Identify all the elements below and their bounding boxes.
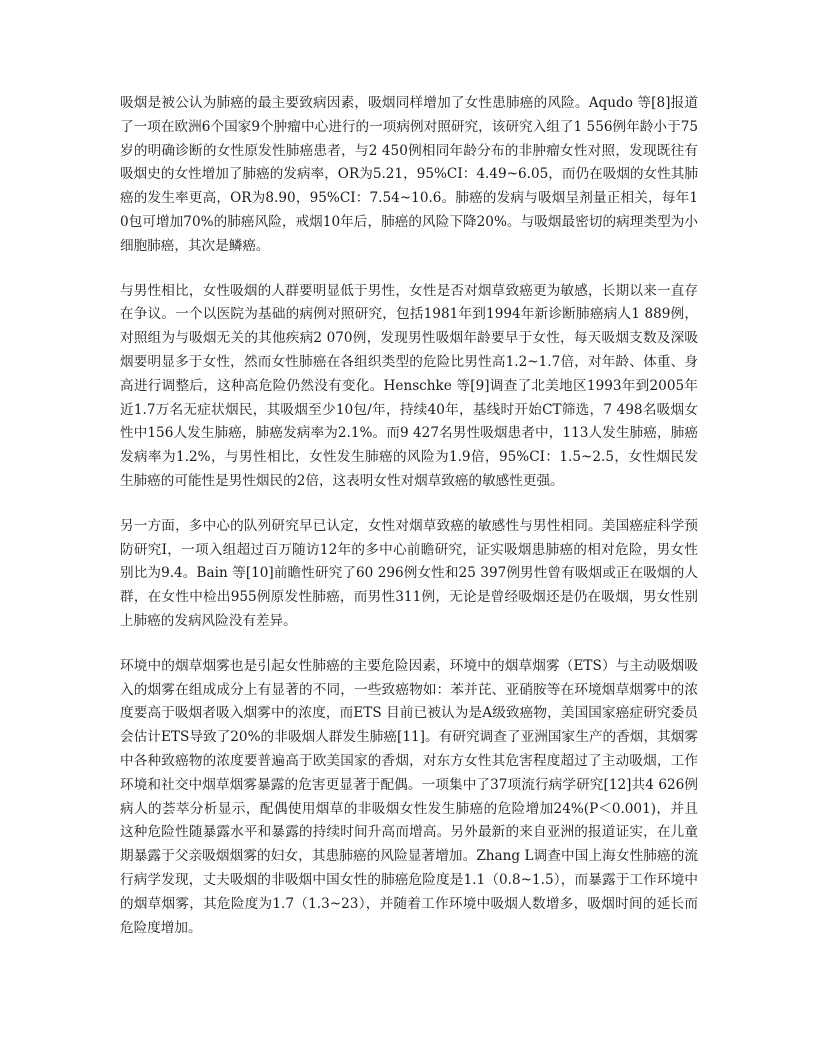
article-body: [120, 92, 698, 961]
paragraph-gender-comparison: 与男性相比，女性吸烟的人群要明显低于男性，女性是否对烟草致癌更为敏感，长期以来一直存在争议。一个以医院为基础的病例对照研究，包括1981年到1994年新诊断肺癌病人1 889例，对照组为与吸烟无关的其他疾病2 070例，发现男性吸烟年龄要早于女性，每天吸烟支数及深吸烟要明显多于女性，然而女性肺癌在各组织类型的危险比男性高1.2~1.7倍，对年龄、体重、身高进行调整后，这种高危险仍然没有变化。Henschke 等[9]调查了北美地区1993年到2005年近1.7万名无症状烟民，其吸烟至少10包/年，持续40年，基线时开始CT筛选，7 498名吸烟女性中156人发生肺癌，肺癌发病率为2.1%。而9 427名男性吸烟患者中，113人发生肺癌，肺癌发病率为1.2%，与男性相比，女性发生肺癌的风险为1.9倍，95%CI：1.5~2.5，女性烟民发生肺癌的可能性是男性烟民的2倍，这表明女性对烟草致癌的敏感性更强。: [120, 282, 698, 489]
paragraph-environmental-smoke: 环境中的烟草烟雾也是引起女性肺癌的主要危险因素，环境中的烟草烟雾（ETS）与主动吸烟吸入的烟雾在组成成分上有显著的不同，一些致癌物如：苯并芘、亚硝胺等在环境烟草烟雾中的浓度要高于吸烟者吸入烟雾中的浓度，而ETS 目前已被认为是A级致癌物，美国国家癌症研究委员会估计ETS导致了20%的非吸烟人群发生肺癌[11]。有研究调查了亚洲国家生产的香烟，其烟雾中各种致癌物的浓度要普遍高于欧美国家的香烟，对东方女性其危害程度超过了主动吸烟，工作环境和社交中烟草烟雾暴露的危害更显著于配偶。一项集中了37项流行病学研究[12]共4 626例病人的荟萃分析显示，配偶使用烟草的非吸烟女性发生肺癌的危险增加24%(P＜0.001)，并且这种危险性随暴露水平和暴露的持续时间升高而增高。另外最新的来自亚洲的报道证实，在儿童期暴露于父亲吸烟烟雾的妇女，其患肺癌的风险显著增加。Zhang L调查中国上海女性肺癌的流行病学发现，丈夫吸烟的非吸烟中国女性的肺癌危险度是1.1（0.8~1.5），而暴露于工作环境中的烟草烟雾，其危险度为1.7（1.3~23），并随着工作环境中吸烟人数增多，吸烟时间的延长而危险度增加。: [120, 657, 698, 936]
paragraph-cohort-studies: 另一方面，多中心的队列研究早已认定，女性对烟草致癌的敏感性与男性相同。美国癌症科学预防研究Ⅰ，一项入组超过百万随访12年的多中心前瞻研究，证实吸烟患肺癌的相对危险，男女性别比为9.4。Bain 等[10]前瞻性研究了60 296例女性和25 397例男性曾有吸烟或正在吸烟的人群，在女性中检出955例原发性肺癌，而男性311例，无论是曾经吸烟还是仍在吸烟，男女性别上肺癌的发病风险没有差异。: [120, 517, 698, 629]
paragraph-smoking-risk: 吸烟是被公认为肺癌的最主要致病因素，吸烟同样增加了女性患肺癌的风险。Aqudo 等[8]报道了一项在欧洲6个国家9个肿瘤中心进行的一项病例对照研究，该研究入组了1 556例年龄小于75岁的明确诊断的女性原发性肺癌患者，与2 450例相同年龄分布的非肿瘤女性对照，发现既往有吸烟史的女性增加了肺癌的发病率，OR为5.21，95%CI：4.49~6.05，而仍在吸烟的女性其肺癌的发生率更高，OR为8.90，95%CI：7.54~10.6。肺癌的发病与吸烟呈剂量正相关，每年10包可增加70%的肺癌风险，戒烟10年后，肺癌的风险下降20%。与吸烟最密切的病理类型为小细胞肺癌，其次是鳞癌。: [120, 95, 698, 254]
